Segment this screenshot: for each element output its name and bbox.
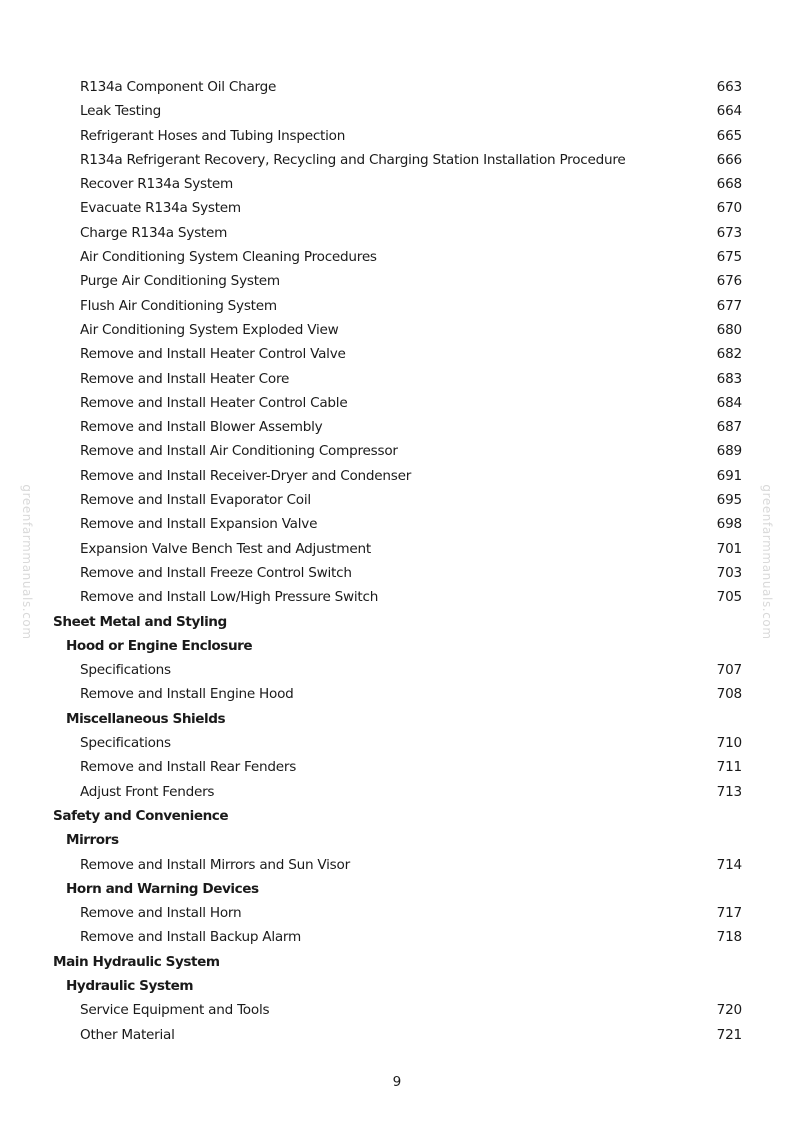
toc-entry[interactable]	[0, 731, 794, 755]
toc-entry-title: Expansion Valve Bench Test and Adjustment	[80, 540, 371, 557]
toc-entry-title: Remove and Install Rear Fenders	[80, 759, 297, 776]
toc-entry[interactable]	[0, 464, 794, 488]
toc-entry-title: Purge Air Conditioning System	[80, 273, 280, 290]
toc-entry-page-number: 676	[716, 273, 742, 290]
toc-entry-title: Remove and Install Heater Control Valve	[80, 346, 346, 363]
toc-entry-page-number: 670	[716, 200, 742, 217]
toc-entry-title: Remove and Install Mirrors and Sun Visor	[80, 856, 350, 873]
toc-entry-page-number: 711	[716, 759, 742, 776]
toc-entry-title: Charge R134a System	[80, 224, 228, 241]
toc-entry-title: Remove and Install Low/High Pressure Switch	[80, 589, 379, 606]
toc-entry[interactable]	[0, 318, 794, 342]
toc-entry-page-number: 703	[716, 564, 742, 581]
toc-entry-page-number: 665	[716, 127, 742, 144]
toc-entry[interactable]	[0, 512, 794, 536]
toc-entry[interactable]	[0, 439, 794, 463]
toc-entry-title: Horn and Warning Devices	[66, 880, 259, 897]
toc-entry[interactable]	[0, 75, 794, 99]
toc-entry-page-number: 701	[716, 540, 742, 557]
toc-entry-title: Hydraulic System	[66, 977, 194, 994]
toc-section-heading[interactable]	[0, 804, 794, 828]
toc-entry-page-number: 673	[716, 224, 742, 241]
toc-entry[interactable]	[0, 537, 794, 561]
toc-entry[interactable]	[0, 391, 794, 415]
toc-entry-page-number: 680	[716, 321, 742, 338]
toc-entry[interactable]	[0, 342, 794, 366]
toc-entry-title: Service Equipment and Tools	[80, 1002, 270, 1019]
toc-entry-title: Air Conditioning System Cleaning Procedures	[80, 249, 377, 266]
toc-subsection-heading[interactable]	[0, 707, 794, 731]
toc-entry-title: Remove and Install Horn	[80, 905, 242, 922]
toc-subsection-heading[interactable]	[0, 877, 794, 901]
toc-section-heading[interactable]	[0, 610, 794, 634]
table-of-contents	[0, 75, 794, 1047]
toc-entry-title: Remove and Install Backup Alarm	[80, 929, 302, 946]
toc-entry-page-number: 666	[716, 151, 742, 168]
toc-entry[interactable]	[0, 415, 794, 439]
toc-entry-title: Remove and Install Receiver-Dryer and Condenser	[80, 467, 412, 484]
toc-entry[interactable]	[0, 998, 794, 1022]
toc-section-heading[interactable]	[0, 950, 794, 974]
toc-entry-page-number: 683	[716, 370, 742, 387]
toc-entry-title: Remove and Install Evaporator Coil	[80, 492, 311, 509]
toc-entry-title: Other Material	[80, 1026, 175, 1043]
toc-entry-title: Hood or Engine Enclosure	[66, 637, 253, 654]
toc-entry-title: Evacuate R134a System	[80, 200, 241, 217]
toc-entry[interactable]	[0, 755, 794, 779]
toc-entry-page-number: 687	[716, 419, 742, 436]
page-number: 9	[392, 1074, 402, 1090]
toc-entry-page-number: 689	[716, 443, 742, 460]
toc-entry-page-number: 714	[716, 856, 742, 873]
toc-entry-page-number: 675	[716, 249, 742, 266]
toc-entry-page-number: 684	[716, 394, 742, 411]
toc-entry-title: Remove and Install Air Conditioning Compressor	[80, 443, 398, 460]
toc-entry-title: Remove and Install Freeze Control Switch	[80, 564, 352, 581]
toc-entry[interactable]	[0, 172, 794, 196]
toc-entry-page-number: 721	[716, 1026, 742, 1043]
toc-entry-title: Remove and Install Blower Assembly	[80, 419, 323, 436]
toc-entry-title: Mirrors	[66, 832, 119, 849]
toc-entry-title: Miscellaneous Shields	[66, 710, 226, 727]
toc-entry-page-number: 717	[716, 905, 742, 922]
toc-entry[interactable]	[0, 99, 794, 123]
toc-entry-title: Adjust Front Fenders	[80, 783, 215, 800]
toc-entry-page-number: 691	[716, 467, 742, 484]
watermark-left: greenfarmmanuals.com	[20, 484, 34, 640]
toc-entry-title: Flush Air Conditioning System	[80, 297, 277, 314]
toc-entry-title: Specifications	[80, 735, 171, 752]
toc-entry-title: R134a Refrigerant Recovery, Recycling and Charging Station Installation Procedure	[80, 151, 626, 168]
toc-entry-page-number: 707	[716, 662, 742, 679]
toc-subsection-heading[interactable]	[0, 634, 794, 658]
toc-entry-page-number: 705	[716, 589, 742, 606]
toc-entry-page-number: 720	[716, 1002, 742, 1019]
toc-entry-page-number: 677	[716, 297, 742, 314]
toc-entry[interactable]	[0, 221, 794, 245]
toc-entry[interactable]	[0, 925, 794, 949]
toc-entry[interactable]	[0, 585, 794, 609]
toc-entry-page-number: 713	[716, 783, 742, 800]
toc-entry-page-number: 695	[716, 492, 742, 509]
toc-entry[interactable]	[0, 853, 794, 877]
toc-entry[interactable]	[0, 148, 794, 172]
toc-entry[interactable]	[0, 294, 794, 318]
toc-entry-page-number: 718	[716, 929, 742, 946]
toc-entry-page-number: 668	[716, 176, 742, 193]
toc-entry-page-number: 663	[716, 79, 742, 95]
toc-entry-page-number: 664	[716, 103, 742, 120]
toc-entry-page-number: 710	[716, 735, 742, 752]
toc-entry[interactable]	[0, 196, 794, 220]
toc-entry[interactable]	[0, 682, 794, 706]
toc-entry-title: Remove and Install Expansion Valve	[80, 516, 318, 533]
toc-entry-title: Air Conditioning System Exploded View	[80, 321, 339, 338]
toc-entry-title: Sheet Metal and Styling	[53, 613, 227, 630]
toc-entry[interactable]	[0, 1023, 794, 1047]
toc-entry[interactable]	[0, 658, 794, 682]
toc-entry-title: Leak Testing	[80, 103, 162, 120]
toc-entry-title: Remove and Install Engine Hood	[80, 686, 294, 703]
toc-entry[interactable]	[0, 488, 794, 512]
toc-subsection-heading[interactable]	[0, 828, 794, 852]
toc-entry-title: Main Hydraulic System	[53, 953, 220, 970]
toc-subsection-heading[interactable]	[0, 974, 794, 998]
toc-entry-title: Refrigerant Hoses and Tubing Inspection	[80, 127, 346, 144]
toc-entry-page-number: 708	[716, 686, 742, 703]
toc-entry[interactable]	[0, 269, 794, 293]
toc-entry-title: Remove and Install Heater Core	[80, 370, 290, 387]
toc-entry[interactable]	[0, 124, 794, 148]
toc-entry[interactable]	[0, 561, 794, 585]
toc-entry-title: Safety and Convenience	[53, 807, 229, 824]
toc-entry[interactable]	[0, 780, 794, 804]
watermark-right: greenfarmmanuals.com	[760, 484, 774, 640]
toc-entry-page-number: 698	[716, 516, 742, 533]
toc-entry-title: Specifications	[80, 662, 171, 679]
toc-entry[interactable]	[0, 901, 794, 925]
toc-entry[interactable]	[0, 245, 794, 269]
toc-entry-title: Remove and Install Heater Control Cable	[80, 394, 348, 411]
toc-entry[interactable]	[0, 367, 794, 391]
toc-entry-page-number: 682	[716, 346, 742, 363]
toc-entry-title: R134a Component Oil Charge	[80, 79, 277, 95]
toc-entry-title: Recover R134a System	[80, 176, 234, 193]
